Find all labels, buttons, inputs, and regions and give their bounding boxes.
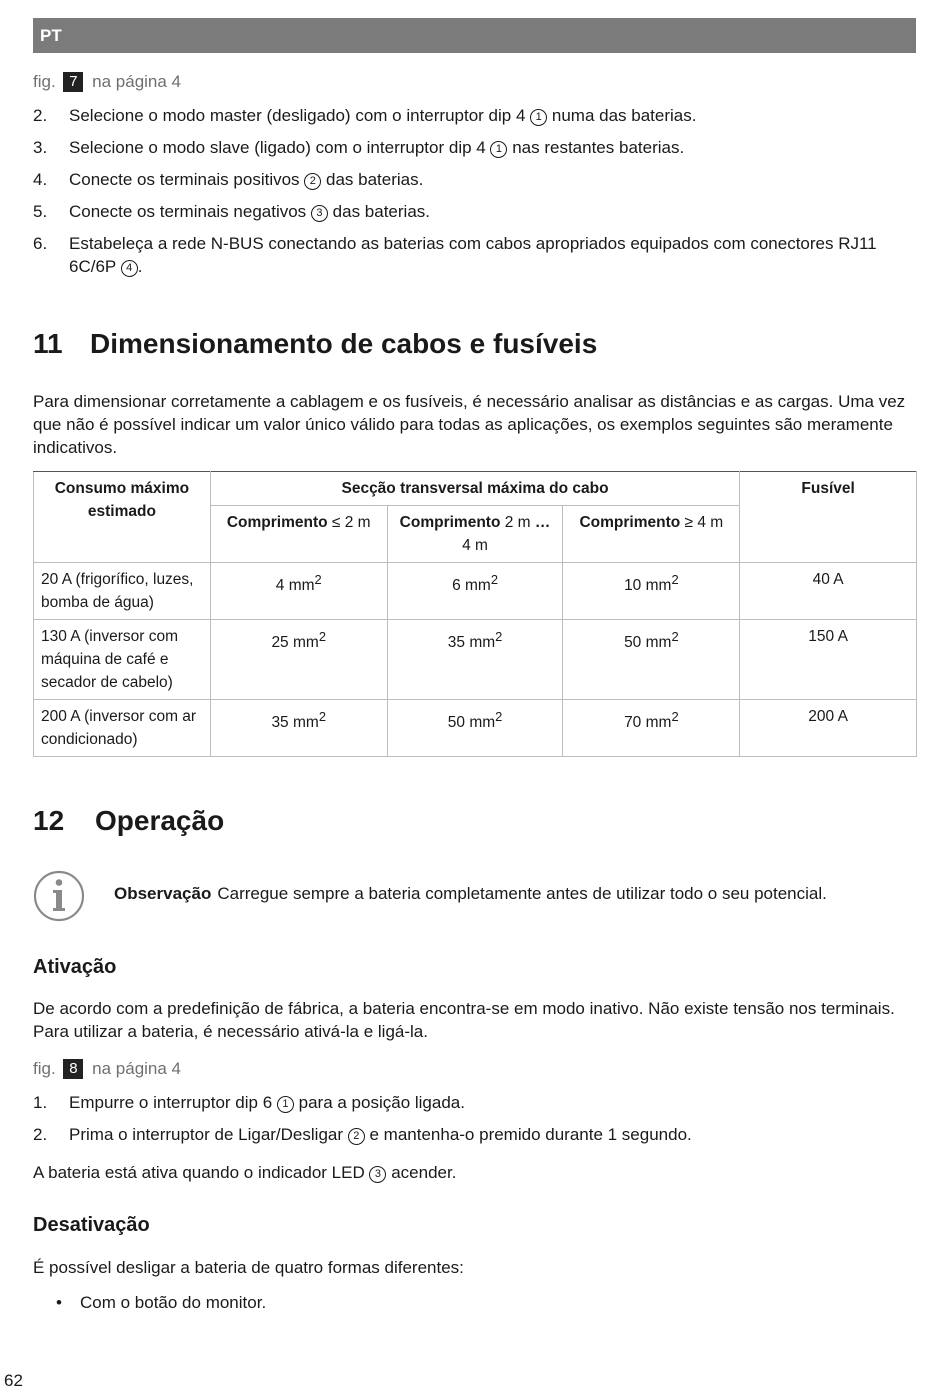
section-value: 50	[624, 634, 642, 652]
list-item	[33, 200, 913, 223]
ativacao-text: De acordo com a predefinição de fábrica, a bateria encontra-se em modo inativo. Não existe tensão nos terminais. Para utilizar a bateria, é necessário ativá-la e ligá-la.	[33, 999, 895, 1041]
section-title: Dimensionamento de cabos e fusíveis	[90, 328, 598, 359]
section-number: 11	[33, 328, 63, 359]
step-text: Selecione o modo master (desligado) com o interruptor dip 4	[69, 106, 526, 125]
cell-fusivel: 200 A	[740, 700, 917, 757]
section-value: 25	[271, 634, 289, 652]
unit: mm	[293, 714, 319, 732]
section-11-intro: Para dimensionar corretamente a cablagem e os fusíveis, é necessário analisar as distâncias e as cargas. Uma vez que não é possível indicar um valor único válido para todas as aplicações, os exemplos seguintes são meramente indicativos.	[33, 392, 906, 457]
unit: mm	[645, 634, 672, 652]
info-icon	[33, 870, 85, 922]
unit: mm	[469, 634, 496, 652]
header-length-2	[387, 506, 563, 563]
table-header-row	[34, 472, 917, 506]
unit: mm	[645, 577, 672, 595]
header-seccao: Secção transversal máxima do cabo	[210, 472, 739, 506]
fig-number: 8	[63, 1059, 83, 1079]
length-range-dots: …	[534, 514, 551, 531]
cell-section	[210, 700, 387, 757]
cell-section	[563, 700, 740, 757]
table-row	[34, 620, 917, 700]
list-item	[33, 1091, 913, 1114]
step-text-end: nas restantes baterias.	[512, 138, 685, 157]
callout-marker: 1	[530, 109, 547, 126]
desativacao-list	[56, 1293, 266, 1313]
language-header-bar	[33, 18, 916, 53]
section-value: 70	[624, 714, 642, 732]
desativacao-heading: Desativação	[33, 1214, 150, 1236]
length-label: Comprimento	[226, 514, 328, 531]
unit-sup: 2	[314, 572, 322, 587]
section-value: 35	[271, 714, 289, 732]
step-text: Conecte os terminais negativos	[69, 202, 307, 221]
step-text-end: .	[137, 257, 143, 276]
section-value: 6	[452, 577, 461, 595]
table-row	[34, 700, 917, 757]
cell-section	[387, 563, 563, 620]
cell-consumo: 130 A (inversor com máquina de café e secador de cabelo)	[34, 620, 211, 700]
step-text-end: das baterias.	[332, 202, 430, 221]
header-consumo: Consumo máximo estimado	[34, 472, 211, 563]
step-text: Prima o interruptor de Ligar/Desligar	[69, 1125, 344, 1144]
length-value: ≤ 2 m	[331, 514, 371, 531]
step-number: 2.	[33, 106, 48, 125]
step-number: 6.	[33, 234, 48, 253]
step-text: Conecte os terminais positivos	[69, 170, 300, 189]
table-row	[34, 563, 917, 620]
cell-section	[210, 563, 387, 620]
figure-reference-8	[33, 1059, 181, 1079]
list-item	[33, 168, 913, 191]
section-12-heading	[33, 805, 224, 837]
cell-fusivel: 40 A	[740, 563, 917, 620]
cable-fuse-table	[33, 471, 917, 757]
step-text-end: e mantenha-o premido durante 1 segundo.	[369, 1125, 692, 1144]
unit-sup: 2	[671, 629, 679, 644]
unit: mm	[469, 714, 496, 732]
length-label: Comprimento	[579, 514, 681, 531]
step-number: 1.	[33, 1093, 48, 1112]
header-length-3	[563, 506, 740, 563]
unit-sup: 2	[671, 572, 679, 587]
figure-reference-7	[33, 72, 181, 92]
section-number: 12	[33, 805, 65, 836]
step-number: 3.	[33, 138, 48, 157]
length-label: Comprimento	[399, 514, 501, 531]
step-number: 2.	[33, 1125, 48, 1144]
list-item	[33, 136, 913, 159]
step-text-end: numa das baterias.	[551, 106, 697, 125]
callout-marker: 3	[369, 1166, 386, 1183]
unit: mm	[288, 577, 315, 595]
section-value: 35	[447, 634, 465, 652]
step-text: Selecione o modo slave (ligado) com o interruptor dip 4	[69, 138, 486, 157]
step-number: 5.	[33, 202, 48, 221]
led-indicator-text	[33, 1161, 915, 1184]
unit: mm	[645, 714, 672, 732]
step-text-end: para a posição ligada.	[298, 1093, 465, 1112]
list-item	[33, 1123, 913, 1146]
cell-section	[563, 620, 740, 700]
header-fusivel: Fusível	[740, 472, 917, 563]
cell-section	[210, 620, 387, 700]
cell-consumo: 200 A (inversor com ar condicionado)	[34, 700, 211, 757]
fig-prefix: fig.	[33, 1059, 56, 1078]
callout-marker: 4	[121, 260, 138, 277]
note-label: Observação	[114, 884, 212, 903]
callout-marker: 3	[311, 205, 328, 222]
led-text: A bateria está ativa quando o indicador LED	[33, 1163, 365, 1182]
unit-sup: 2	[495, 629, 503, 644]
cell-consumo: 20 A (frigorífico, luzes, bomba de água)	[34, 563, 211, 620]
cell-section	[387, 620, 563, 700]
length-value: ≥ 4 m	[684, 514, 724, 531]
cell-section	[387, 700, 563, 757]
header-length-1	[210, 506, 387, 563]
list-item	[33, 232, 909, 278]
fig-suffix: na página 4	[92, 1059, 182, 1078]
step-text: Estabeleça a rede N-BUS conectando as baterias com cabos apropriados equipados com conectores RJ11 6C/6P	[69, 234, 877, 276]
cell-fusivel: 150 A	[740, 620, 917, 700]
language-code: PT	[40, 26, 62, 45]
ativacao-heading: Ativação	[33, 956, 117, 978]
step-text-end: das baterias.	[326, 170, 424, 189]
activation-steps	[33, 1091, 913, 1146]
length-value: 4 m	[462, 537, 488, 554]
unit-sup: 2	[671, 709, 679, 724]
fig-suffix: na página 4	[92, 72, 182, 91]
callout-marker: 2	[304, 173, 321, 190]
desativacao-text: É possível desligar a bateria de quatro formas diferentes:	[33, 1258, 464, 1277]
section-value: 50	[447, 714, 465, 732]
section-value: 10	[624, 577, 642, 595]
callout-marker: 2	[348, 1128, 365, 1145]
led-text-end: acender.	[391, 1163, 457, 1182]
page-number: 62	[4, 1371, 23, 1390]
fig-number: 7	[63, 72, 83, 92]
step-text: Empurre o interruptor dip 6	[69, 1093, 273, 1112]
list-item	[33, 104, 913, 127]
note-text	[114, 884, 827, 904]
unit-sup: 2	[490, 572, 499, 587]
unit-sup: 2	[495, 709, 503, 724]
section-11-heading	[33, 328, 597, 360]
length-value: 2 m	[504, 514, 531, 531]
cell-section	[563, 563, 740, 620]
list-item: • Com o botão do monitor.	[56, 1293, 266, 1313]
section-title: Operação	[95, 805, 225, 836]
callout-marker: 1	[277, 1096, 294, 1113]
callout-marker: 1	[490, 141, 507, 158]
unit-sup: 2	[318, 629, 327, 644]
unit: mm	[465, 577, 491, 595]
section-value: 4	[275, 577, 285, 595]
unit-sup: 2	[318, 709, 327, 724]
step-number: 4.	[33, 170, 48, 189]
note-body: Carregue sempre a bateria completamente antes de utilizar todo o seu potencial.	[217, 884, 827, 903]
connection-steps	[33, 104, 913, 278]
unit: mm	[293, 634, 319, 652]
fig-prefix: fig.	[33, 72, 56, 91]
